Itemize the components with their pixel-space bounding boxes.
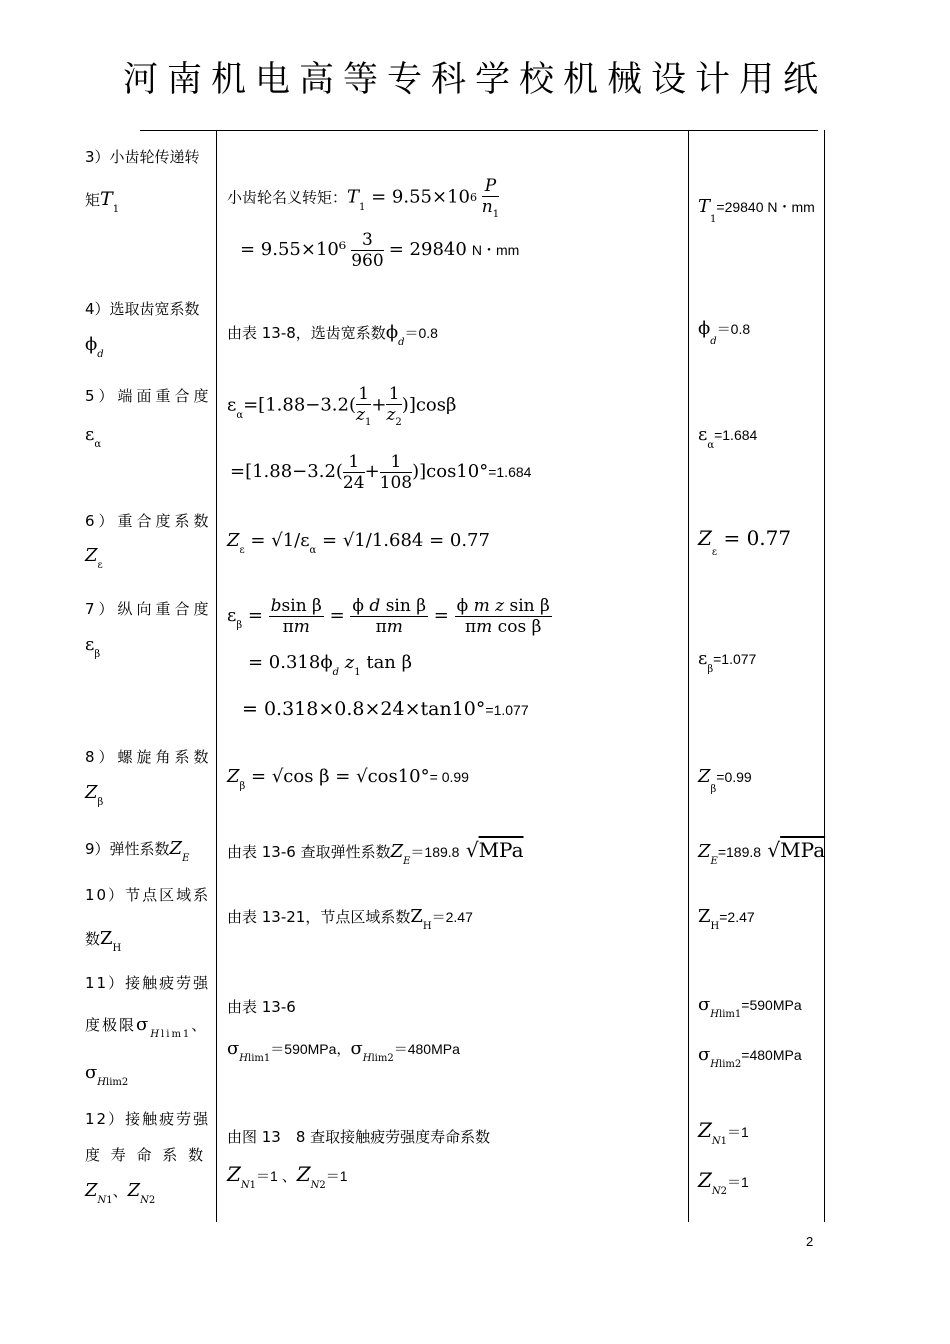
- result-value-2: $\sigma_{Hlim2}=480MPa$: [698, 1044, 802, 1070]
- result-value-2: $Z_{N2}=1$: [698, 1168, 749, 1197]
- row-label-cont: 度 寿 命 系 数: [85, 1146, 207, 1164]
- row-label: 3）小齿轮传递转: [85, 148, 200, 166]
- row-label: 10）节点区域系: [85, 886, 211, 904]
- z-beta-symbol: $Z_\beta$: [85, 782, 104, 808]
- calc-formula: 由表 13-6 查取弹性系数$Z_E=189.8$ √MPa: [227, 838, 524, 867]
- epsilon-symbol: $\varepsilon_\alpha$: [85, 424, 102, 450]
- calc-formula-2: = $0.318\phi_d$ $z_1$ tan β: [248, 652, 413, 678]
- calc-result: = 9.55×10⁶ $\frac{3}{960}$ = 29840 N・mm: [240, 230, 520, 271]
- row-label: 4）选取齿宽系数: [85, 300, 200, 318]
- calc-formula-1: $\varepsilon_\beta$ = $\frac{\text{bsin β}}{\pi m}$ = $\frac{\text{ϕ d sin β}}{\pi m}$ = $\frac{\text{ϕ m z sin β}}{\text{πm cos β}}$: [227, 596, 550, 637]
- column-divider-2: [688, 130, 689, 1222]
- page-title: 河南机电高等专科学校机械设计用纸: [122, 60, 827, 100]
- calc-formula-2: =[1.88−3.2( $\frac{1}{24}$ + $\frac{1}{108}$ )]cos10°=1.684: [230, 452, 532, 493]
- calc-formula: 由表 13-8，选齿宽系数$\phi_d=0.8$: [227, 322, 438, 348]
- z-epsilon-symbol: $Z_\varepsilon$: [85, 545, 103, 571]
- calc-formula: 由表 13-21，节点区域系数$Z_H=2.47$: [227, 906, 473, 932]
- row-label: 12）接触疲劳强: [85, 1110, 211, 1128]
- result-value: $Z_\beta=0.99$: [698, 766, 752, 795]
- result-value-1: $\sigma_{Hlim1}=590MPa$: [698, 994, 802, 1020]
- sigma-hlim2-symbol: $\sigma_{Hlim2}$: [85, 1062, 129, 1088]
- result-value: $T_1=29840$ N・mm: [698, 196, 815, 225]
- row-label: 11）接触疲劳强: [85, 974, 211, 992]
- result-value: $Z_\varepsilon = 0.77$: [698, 526, 792, 558]
- calc-formula: $Z_\varepsilon = √1/\varepsilon_\alpha = √1/1.684 = 0.77$: [227, 530, 490, 556]
- zn-symbols: $Z_{N1}$、$Z_{N2}$: [85, 1180, 156, 1206]
- row-label: 5）端面重合度: [85, 387, 213, 405]
- calc-source: 由表 13-6: [227, 998, 296, 1016]
- row-label: 6）重合度系数: [85, 512, 213, 530]
- calc-values: $\sigma_{Hlim1}=590MPa$，$\sigma_{Hlim2}=480MPa$: [227, 1038, 460, 1064]
- result-value: $Z_E=189.8$ √MPa: [698, 838, 826, 867]
- page-number: 2: [806, 1234, 814, 1249]
- result-value: $\phi_d=0.8$: [698, 318, 751, 347]
- row-label: 7）纵向重合度: [85, 600, 213, 618]
- phi-symbol: $\phi_d$: [85, 334, 104, 360]
- row-label: 8）螺旋角系数: [85, 748, 213, 766]
- calc-formula-1: $\varepsilon_\alpha=[1.88-3.2$( $\frac{1}{z_1}$ + $\frac{1}{z_2}$ )]cosβ: [227, 384, 457, 428]
- row-label-cont: 度极限$\sigma_{Hlim1}$、: [85, 1014, 209, 1040]
- result-value: $\varepsilon_\beta=1.077$: [698, 648, 757, 675]
- column-divider-1: [216, 130, 217, 1222]
- row-label-cont: 数$Z_H$: [85, 928, 122, 954]
- row-label-cont: 矩$T_1$: [85, 188, 120, 215]
- calc-formula: 小齿轮名义转矩：$T_1 = 9.55\times 106$ $\frac{P}{n_1}$: [227, 176, 500, 220]
- epsilon-beta-symbol: $\varepsilon_\beta$: [85, 634, 101, 660]
- header-rule: [140, 130, 818, 131]
- calc-formula: $Z_\beta = √\cos$ β = √cos10°= 0.99: [227, 766, 469, 792]
- calc-values: $Z_{N1}=1$ 、$Z_{N2}=1$: [227, 1162, 348, 1191]
- column-divider-3: [824, 130, 825, 1222]
- row-label: 9）弹性系数$Z_E$: [85, 838, 190, 864]
- calc-source: 由图 13 8 查取接触疲劳强度寿命系数: [227, 1128, 491, 1146]
- calc-formula-3: = 0.318×0.8×24×tan10°=1.077: [242, 698, 529, 720]
- result-value-1: $Z_{N1}=1$: [698, 1118, 749, 1147]
- result-value: $\varepsilon_\alpha=1.684$: [698, 424, 758, 451]
- result-value: $Z_H=2.47$: [698, 906, 755, 932]
